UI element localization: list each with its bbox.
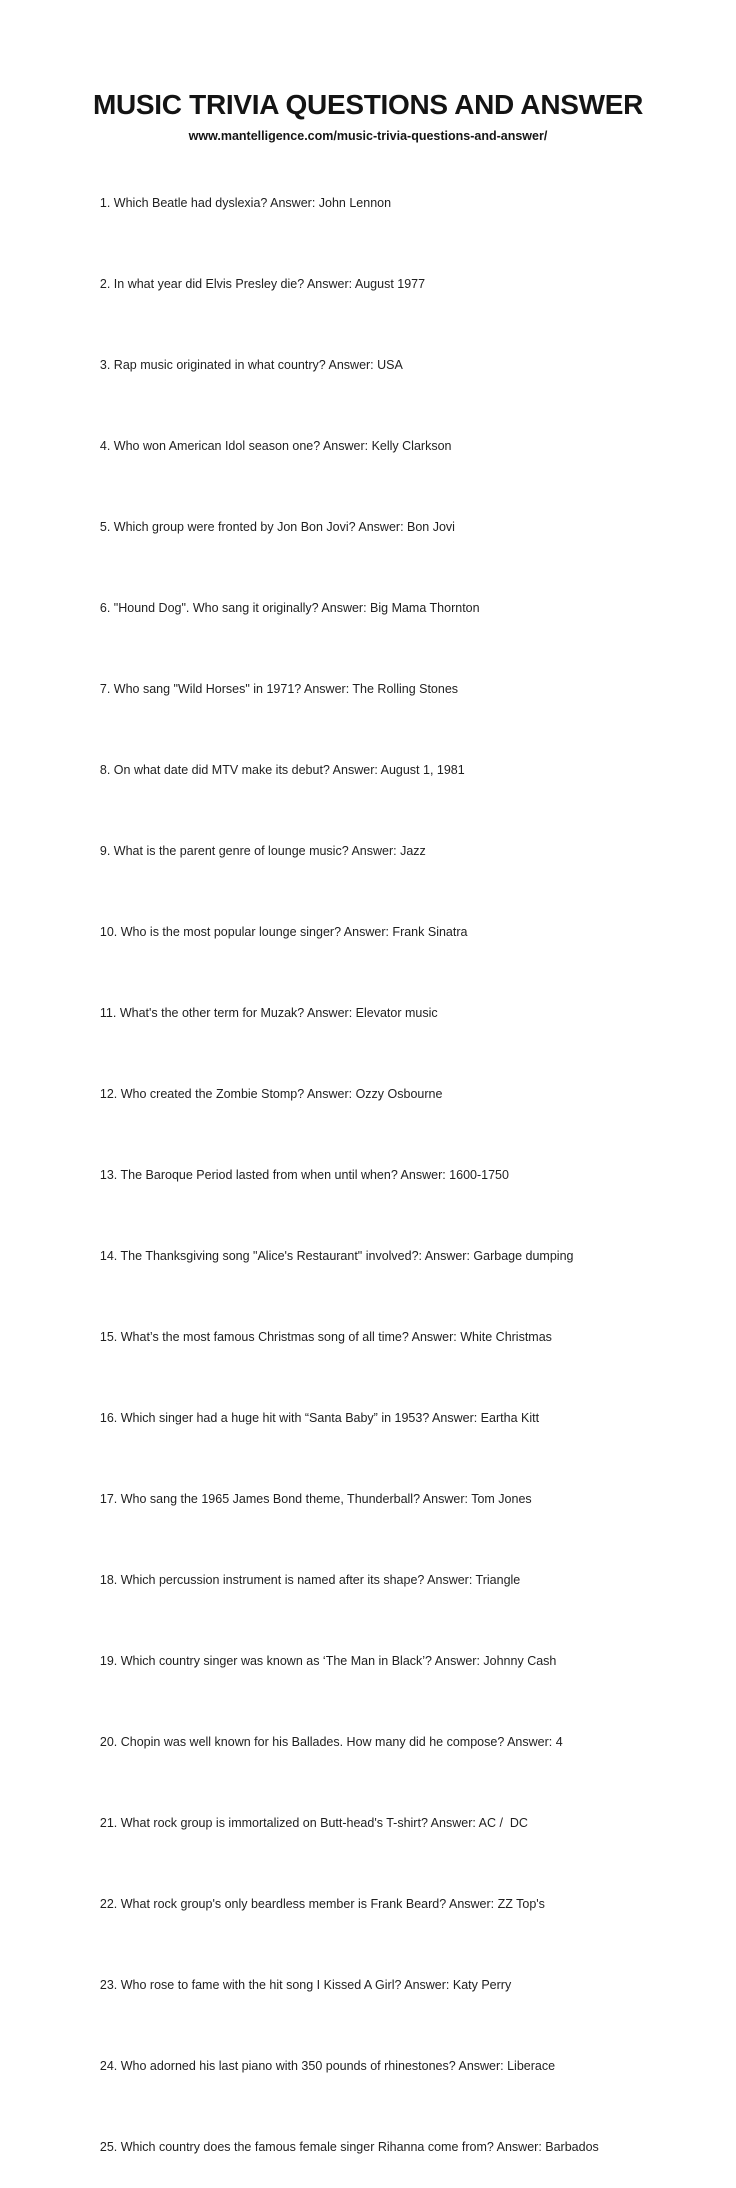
trivia-item [86, 1297, 696, 1378]
document-page [0, 88, 736, 2154]
trivia-item [86, 649, 696, 730]
trivia-item-text: 24. Who adorned his last piano with 350 pounds of rhinestones? Answer: Liberace [99, 2058, 556, 2073]
trivia-item-text: 6. "Hound Dog". Who sang it originally? Answer: Big Mama Thornton [99, 600, 480, 615]
trivia-item [86, 1621, 696, 1702]
trivia-item-text: 17. Who sang the 1965 James Bond theme, Thunderball? Answer: Tom Jones [99, 1491, 532, 1506]
trivia-item [86, 568, 696, 649]
trivia-item [86, 487, 696, 568]
trivia-item-text: 12. Who created the Zombie Stomp? Answer: Ozzy Osbourne [99, 1086, 443, 1101]
trivia-item [86, 1864, 696, 1945]
trivia-item [86, 1540, 696, 1621]
trivia-item [86, 1459, 696, 1540]
trivia-item [86, 1945, 696, 2026]
trivia-item [86, 163, 696, 244]
trivia-item-text: 19. Which country singer was known as ‘The Man in Black’? Answer: Johnny Cash [99, 1653, 557, 1668]
trivia-item [86, 1702, 696, 1783]
trivia-item [86, 811, 696, 892]
trivia-item-text: 21. What rock group is immortalized on Butt-head's T-shirt? Answer: AC / DC [99, 1815, 528, 1830]
trivia-item [86, 406, 696, 487]
trivia-list [86, 163, 696, 2188]
trivia-item [86, 2026, 696, 2107]
trivia-item-text: 5. Which group were fronted by Jon Bon Jovi? Answer: Bon Jovi [99, 519, 455, 534]
source-url: www.mantelligence.com/music-trivia-questions-and-answer/ [188, 128, 548, 143]
trivia-item-text: 11. What's the other term for Muzak? Answer: Elevator music [99, 1005, 438, 1020]
trivia-item-text: 10. Who is the most popular lounge singer? Answer: Frank Sinatra [99, 924, 468, 939]
trivia-item-text: 8. On what date did MTV make its debut? Answer: August 1, 1981 [99, 762, 465, 777]
trivia-item [86, 325, 696, 406]
trivia-item [86, 730, 696, 811]
trivia-item-text: 1. Which Beatle had dyslexia? Answer: John Lennon [99, 195, 392, 210]
trivia-item [86, 1054, 696, 1135]
trivia-item-text: 15. What’s the most famous Christmas song of all time? Answer: White Christmas [99, 1329, 552, 1344]
trivia-item-text: 22. What rock group's only beardless member is Frank Beard? Answer: ZZ Top's [99, 1896, 545, 1911]
trivia-item-text: 18. Which percussion instrument is named after its shape? Answer: Triangle [99, 1572, 521, 1587]
trivia-item-text: 23. Who rose to fame with the hit song I Kissed A Girl? Answer: Katy Perry [99, 1977, 512, 1992]
trivia-item [86, 1378, 696, 1459]
trivia-item-text: 14. The Thanksgiving song "Alice's Restaurant" involved?: Answer: Garbage dumping [99, 1248, 574, 1263]
trivia-item-text: 16. Which singer had a huge hit with “Santa Baby” in 1953? Answer: Eartha Kitt [99, 1410, 540, 1425]
trivia-item-text: 20. Chopin was well known for his Ballades. How many did he compose? Answer: 4 [99, 1734, 563, 1749]
trivia-item-text: 7. Who sang "Wild Horses" in 1971? Answer: The Rolling Stones [99, 681, 459, 696]
trivia-item [86, 1783, 696, 1864]
trivia-item-text: 13. The Baroque Period lasted from when until when? Answer: 1600-1750 [99, 1167, 509, 1182]
trivia-item [86, 2107, 696, 2188]
trivia-item [86, 892, 696, 973]
trivia-item-text: 3. Rap music originated in what country? Answer: USA [99, 357, 403, 372]
trivia-item [86, 973, 696, 1054]
trivia-item-text: 25. Which country does the famous female singer Rihanna come from? Answer: Barbados [99, 2139, 599, 2154]
trivia-item [86, 1135, 696, 1216]
trivia-item [86, 1216, 696, 1297]
trivia-item-text: 4. Who won American Idol season one? Answer: Kelly Clarkson [99, 438, 452, 453]
page-title: MUSIC TRIVIA QUESTIONS AND ANSWER [92, 89, 644, 120]
trivia-item [86, 244, 696, 325]
trivia-item-text: 9. What is the parent genre of lounge music? Answer: Jazz [99, 843, 426, 858]
trivia-item-text: 2. In what year did Elvis Presley die? Answer: August 1977 [99, 276, 426, 291]
